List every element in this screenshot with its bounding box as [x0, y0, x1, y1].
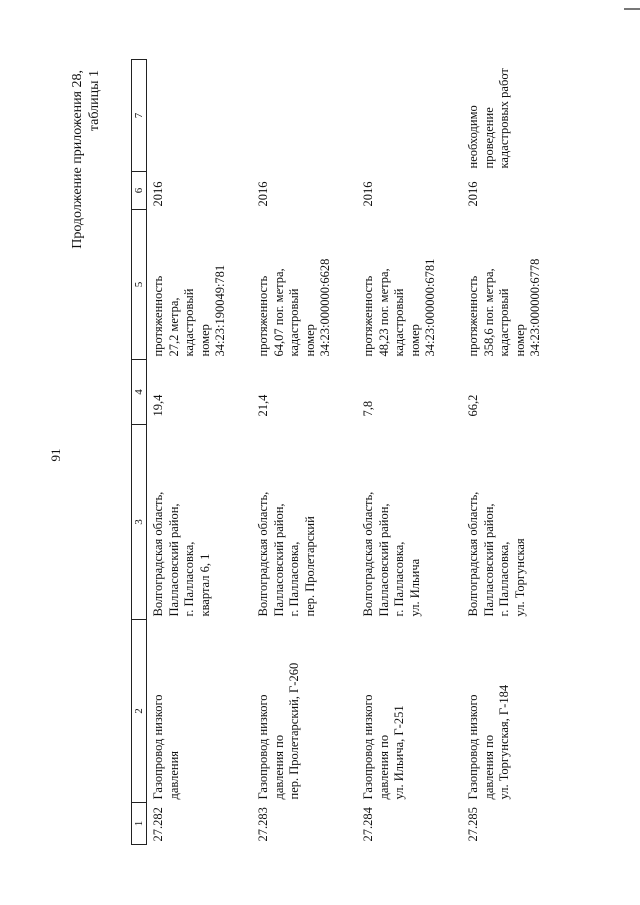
- object-characteristics: протяженность 27,2 метра, кадастровый номер 34:23:190049:781: [151, 264, 227, 357]
- column-header: 7: [132, 60, 147, 172]
- object-note: [147, 60, 253, 172]
- object-year: 2016: [256, 181, 270, 207]
- object-address: Волгоградская область, Палласовский район, г. Палласовка, квартал 6, 1: [151, 491, 212, 617]
- object-value: 21,4: [256, 394, 270, 417]
- object-name: Газопровод низкого давления по пер. Пролетарский, Г-260: [256, 662, 301, 800]
- table-row: [357, 60, 462, 845]
- object-value: 7,8: [361, 400, 375, 417]
- object-note: [357, 60, 462, 172]
- row-number: 27.284: [361, 807, 375, 842]
- table-header-row: [132, 60, 147, 845]
- continuation-heading: Продолжение приложения 28, таблицы 1: [70, 70, 102, 249]
- object-address: Волгоградская область, Палласовский район, г. Палласовка, пер. Пролетарский: [256, 491, 317, 617]
- object-name: Газопровод низкого давления: [151, 694, 181, 800]
- table-row: [462, 60, 572, 845]
- rotated-page-content: [70, 60, 636, 845]
- object-value: 66,2: [466, 394, 480, 417]
- object-name: Газопровод низкого давления по ул. Ильича, Г-251: [361, 694, 406, 800]
- column-header: 5: [132, 210, 147, 360]
- row-number: 27.282: [151, 807, 165, 842]
- object-value: 19,4: [151, 394, 165, 417]
- object-characteristics: протяженность 358,6 пог. метра, кадастровый номер 34:23:000000:6778: [466, 258, 542, 357]
- registry-table: [131, 59, 572, 845]
- object-note: [252, 60, 357, 172]
- object-name: Газопровод низкого давления по ул. Торгунская, Г-184: [466, 684, 511, 800]
- corner-mark: [624, 8, 640, 10]
- column-header: 1: [132, 803, 147, 845]
- object-address: Волгоградская область, Палласовский район, г. Палласовка, ул. Торгунская: [466, 491, 527, 617]
- column-header: 2: [132, 620, 147, 803]
- table-row: [252, 60, 357, 845]
- column-header: 6: [132, 172, 147, 210]
- object-characteristics: протяженность 64,07 пог. метра, кадастровый номер 34:23:000000:6628: [256, 258, 332, 357]
- table-row: [147, 60, 253, 845]
- row-number: 27.285: [466, 807, 480, 842]
- page-number: 91: [48, 448, 63, 462]
- column-header: 4: [132, 360, 147, 425]
- object-year: 2016: [361, 181, 375, 207]
- row-number: 27.283: [256, 807, 270, 842]
- object-address: Волгоградская область, Палласовский район, г. Палласовка, ул. Ильича: [361, 491, 422, 617]
- column-header: 3: [132, 425, 147, 620]
- object-year: 2016: [466, 181, 480, 207]
- object-characteristics: протяженность 48,23 пог. метра, кадастровый номер 34:23:000000:6781: [361, 258, 437, 357]
- object-note: необходимо проведение кадастровых работ: [466, 68, 511, 169]
- object-year: 2016: [151, 181, 165, 207]
